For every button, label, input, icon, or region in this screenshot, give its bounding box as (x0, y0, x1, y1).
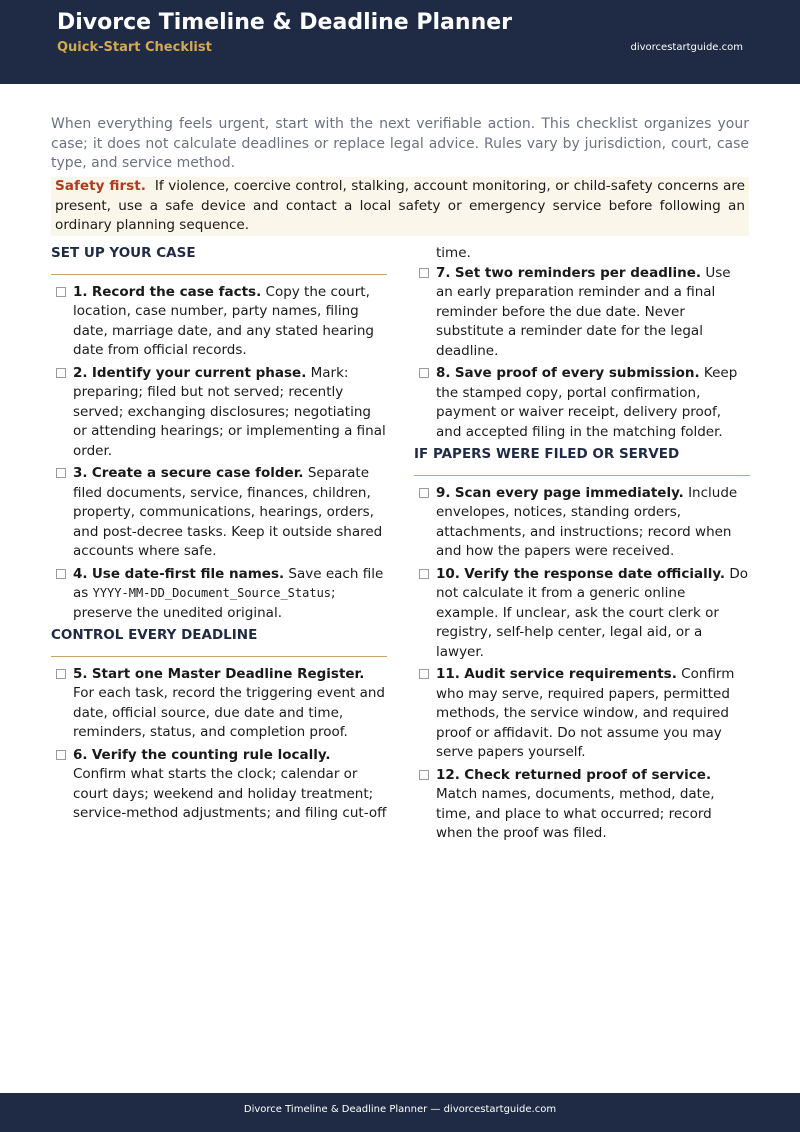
checkbox-icon[interactable] (56, 368, 66, 378)
item-lead: Create a secure case folder. (91, 465, 304, 481)
checkbox-icon[interactable] (56, 569, 66, 579)
item-lead: Start one Master Deadline Register. (91, 665, 365, 682)
item-text: Mark: preparing; filed but not served; recently served; exchanging disclosures; negotiating or attending hearings; or implementing a final order. (73, 364, 386, 459)
page-footer: Divorce Timeline & Deadline Planner — divorcestartguide.com (0, 1093, 800, 1132)
checkbox-icon[interactable] (419, 770, 429, 780)
right-column (414, 244, 750, 847)
item-number: 12. (436, 766, 460, 783)
checkbox-icon[interactable] (56, 669, 66, 679)
item-lead: Check returned proof of service. (464, 766, 712, 783)
checklist-item-2 (51, 364, 387, 462)
safety-callout (51, 177, 749, 236)
checklist-item-6 (51, 746, 387, 824)
item-number: 7. (436, 264, 451, 281)
item-lead: Verify the counting rule locally. (91, 746, 331, 763)
checkbox-icon[interactable] (419, 268, 429, 278)
section-heading-deadlines: CONTROL EVERY DEADLINE (51, 626, 387, 657)
item-lead: Record the case facts. (91, 283, 262, 300)
intro-paragraph: When everything feels urgent, start with the next verifiable action. This checklist organizes your case; it does not calculate deadlines or replace legal advice. Rules vary by jurisdiction, court, case type, and service method. (51, 116, 749, 171)
item-number: 1. (73, 283, 88, 300)
page-header (0, 0, 800, 84)
safety-text: If violence, coercive control, stalking, account monitoring, or child-safety concerns are present, use a safe device and contact a local safety or emergency service before following an ordinary planning sequence. (55, 178, 745, 233)
checklist-item-11 (414, 665, 750, 763)
header-site-url: divorcestartguide.com (630, 42, 743, 53)
item-text: Do not calculate it from a generic online example. If unclear, ask the court clerk or registry, self-help center, legal aid, or a lawyer. (436, 565, 749, 660)
item-text: Use an early preparation reminder and a final reminder before the due date. Never substitute a reminder date for the legal deadline. (436, 264, 731, 359)
page-subtitle: Quick-Start Checklist (57, 40, 212, 55)
item-number: 10. (436, 565, 460, 582)
file-name-pattern: YYYY-MM-DD_Document_Source_Status (92, 586, 332, 600)
section-heading-setup: SET UP YOUR CASE (51, 244, 387, 275)
checkbox-icon[interactable] (419, 488, 429, 498)
checklist-item-3 (51, 464, 387, 562)
checklist-item-4 (51, 565, 387, 624)
item-number: 8. (436, 365, 451, 381)
checklist-item-7 (414, 264, 750, 362)
item-lead: Identify your current phase. (91, 364, 307, 381)
item-number: 9. (436, 484, 451, 501)
item-number: 4. (73, 565, 88, 582)
item-text: Match names, documents, method, date, time, and place to what occurred; record when the proof was filed. (436, 786, 715, 841)
item-lead: Set two reminders per deadline. (454, 264, 702, 281)
item-lead: Scan every page immediately. (454, 484, 684, 501)
item-number: 11. (436, 666, 460, 682)
page-title: Divorce Timeline & Deadline Planner (57, 10, 512, 35)
item-lead: Verify the response date officially. (464, 565, 726, 582)
checklist-item-12 (414, 766, 750, 844)
item-lead: Save proof of every submission. (454, 365, 700, 381)
safety-lead: Safety first. (55, 178, 146, 194)
item-text: Keep the stamped copy, portal confirmation, payment or waiver receipt, delivery proof, and accepted filing in the matching folder. (436, 365, 738, 440)
item-text: Save each file as (73, 565, 384, 601)
checklist-item-5 (51, 665, 387, 743)
checkbox-icon[interactable] (56, 287, 66, 297)
item-6-continuation: time. (436, 245, 471, 261)
checkbox-icon[interactable] (56, 468, 66, 478)
item-text: For each task, record the triggering event and date, official source, due date and time, reminders, status, and completion proof. (73, 685, 385, 740)
checkbox-icon[interactable] (419, 569, 429, 579)
checkbox-icon[interactable] (56, 750, 66, 760)
item-number: 2. (73, 364, 88, 381)
checklist-item-1 (51, 283, 387, 361)
item-text-after: ; preserve the unedited original. (73, 585, 336, 621)
checkbox-icon[interactable] (419, 669, 429, 679)
item-text: Include envelopes, notices, standing orders, attachments, and instructions; record when and how the papers were received. (436, 484, 738, 559)
item-number: 6. (73, 746, 88, 763)
item-lead: Use date-first file names. (91, 565, 285, 582)
checklist-item-8 (414, 364, 750, 442)
checkbox-icon[interactable] (419, 368, 429, 378)
item-number: 3. (73, 465, 88, 481)
item-number: 5. (73, 665, 88, 682)
section-heading-filed: IF PAPERS WERE FILED OR SERVED (414, 445, 750, 476)
item-lead: Audit service requirements. (464, 666, 677, 682)
item-text: Confirm what starts the clock; calendar or court days; weekend and holiday treatment; service-method adjustments; and filing cut-off (73, 766, 387, 821)
checklist-item-9 (414, 484, 750, 562)
left-column (51, 244, 387, 827)
item-text: Confirm who may serve, required papers, permitted methods, the service window, and required proof or affidavit. Do not assume you may serve papers yourself. (436, 666, 735, 760)
item-text: Copy the court, location, case number, party names, filing date, marriage date, and any stated hearing date from official records. (73, 283, 374, 358)
checklist-item-10 (414, 565, 750, 663)
item-text: Separate filed documents, service, finances, children, property, communications, hearings, orders, and post-decree tasks. Keep it outside shared accounts where safe. (73, 465, 383, 559)
